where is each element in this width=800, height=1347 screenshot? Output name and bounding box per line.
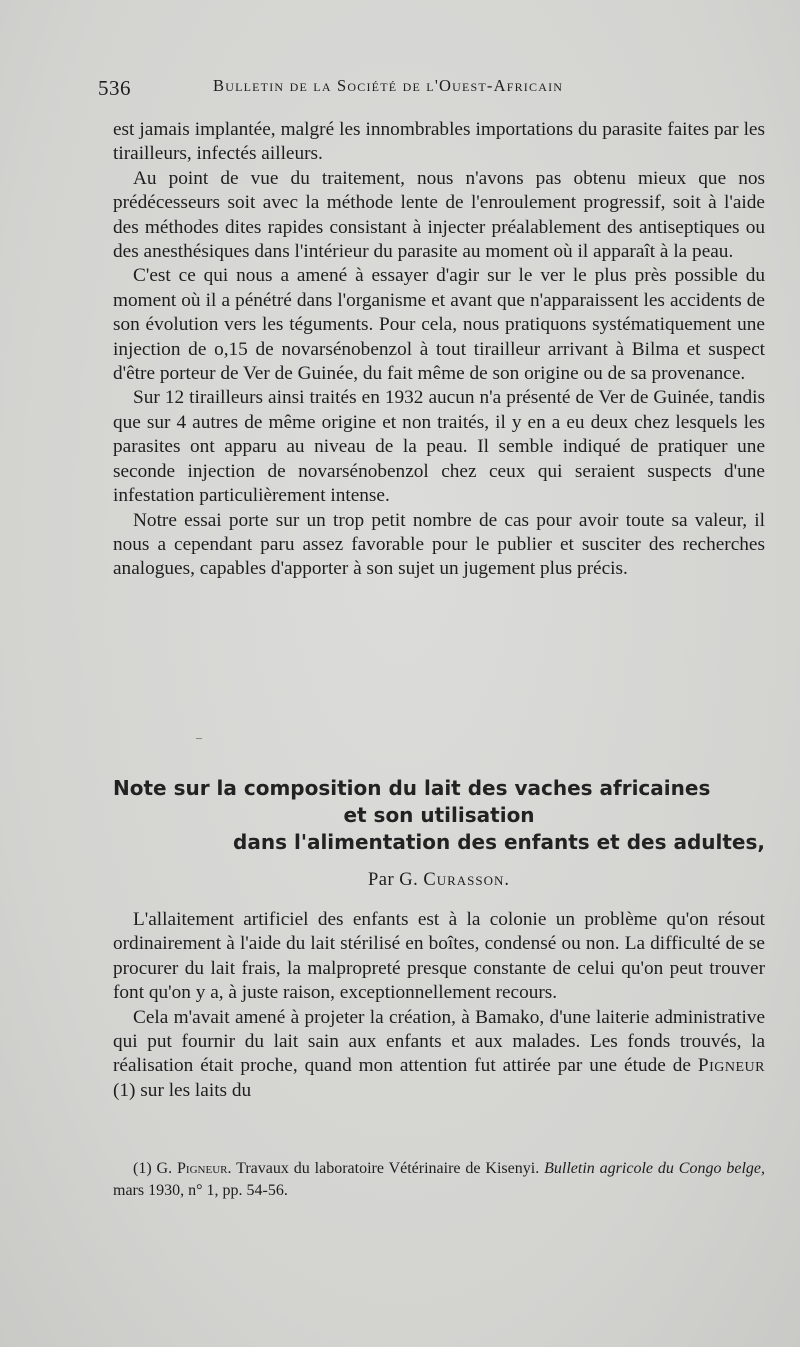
footnote-body: Travaux du laboratoire Vétérinaire de Kisenyi. [236,1160,540,1177]
decorative-dash [196,738,202,739]
paragraph-text: Cela m'avait amené à projeter la création, à Bamako, d'une laiterie administrative qui put fournir du lait sain aux enfants et aux malades. Les fonds trouvés, la réalisation était proche, quand mon attention fut attirée par une étude de [113,1006,765,1077]
title-line-1: Note sur la composition du lait des vaches africaines [113,776,711,800]
footnote-journal: Bulletin agricole du Congo belge, [544,1160,766,1177]
author-prefix: Par G. [367,870,419,890]
paragraph: C'est ce qui nous a amené à essayer d'agir sur le ver le plus près possible du moment où il a pénétré dans l'organisme et avant que n'apparaissent les accidents de son évolution vers les téguments. Pour cela, nous pratiquons systématiquement une injection de o,15 de novarsénobenzol à tout tirailleur arrivant à Bilma et suspect d'être porteur de Ver de Guinée, du fait même de son origine ou de sa provenance. [113,265,765,385]
cited-author: Pigneur [697,1055,765,1077]
footnote [113,1158,765,1201]
footnote-author: Pigneur. [177,1160,232,1177]
title-line-3: dans l'alimentation des enfants et des adultes, [233,830,765,854]
article-1-text [113,118,765,582]
paragraph: L'allaitement artificiel des enfants est à la colonie un problème qu'on résout ordinairement à l'aide du lait stérilisé en boîtes, condensé ou non. La difficulté de se procurer du lait frais, la malpropreté presque constante de celui qu'on peut trouver font qu'on y a, à juste raison, exceptionnellement recours. [113,909,765,1004]
author-line [113,870,765,891]
title-line-2: et son utilisation [343,803,535,827]
running-head: Bulletin de la Société de l'Ouest-Africain [213,76,564,95]
paragraph: Notre essai porte sur un trop petit nombre de cas pour avoir toute sa valeur, il nous a cependant paru assez favorable pour le publier et susciter des recherches analogues, capables d'apporter à son sujet un jugement plus précis. [113,509,765,580]
paragraph: Sur 12 tirailleurs ainsi traités en 1932 aucun n'a présenté de Ver de Guinée, tandis que sur 4 autres de même origine et non traités, il y en a eu deux chez lesquels les parasites ont apparu au niveau de la peau. Il semble indiqué de pratiquer une seconde injection de novarsénobenzol chez ceux qui seraient suspects d'une infestation particulièrement intense. [113,387,765,507]
author-name: Curasson. [423,870,511,890]
paragraph: est jamais implantée, malgré les innombrables importations du parasite faites par les tirailleurs, infectés ailleurs. [113,119,765,165]
footnote-marker: (1) G. [133,1160,173,1177]
article-2-text [113,908,765,1103]
footnote-text [113,1158,765,1201]
paragraph: Au point de vue du traitement, nous n'avons pas obtenu mieux que nos prédécesseurs soit avec la méthode lente de l'enroulement progressif, soit à l'aide des méthodes dites rapides consistant à injecter préalablement des antiseptiques ou des anesthésiques dans l'intérieur du parasite au moment où il apparaît à la peau. [113,167,765,263]
page-header [98,70,760,100]
paragraph-text: (1) sur les laits du [113,1079,252,1101]
article-2-title [113,775,765,856]
page-number: 536 [98,76,131,100]
footnote-details: mars 1930, n° 1, pp. 54-56. [113,1181,288,1199]
paragraph [113,1006,765,1104]
